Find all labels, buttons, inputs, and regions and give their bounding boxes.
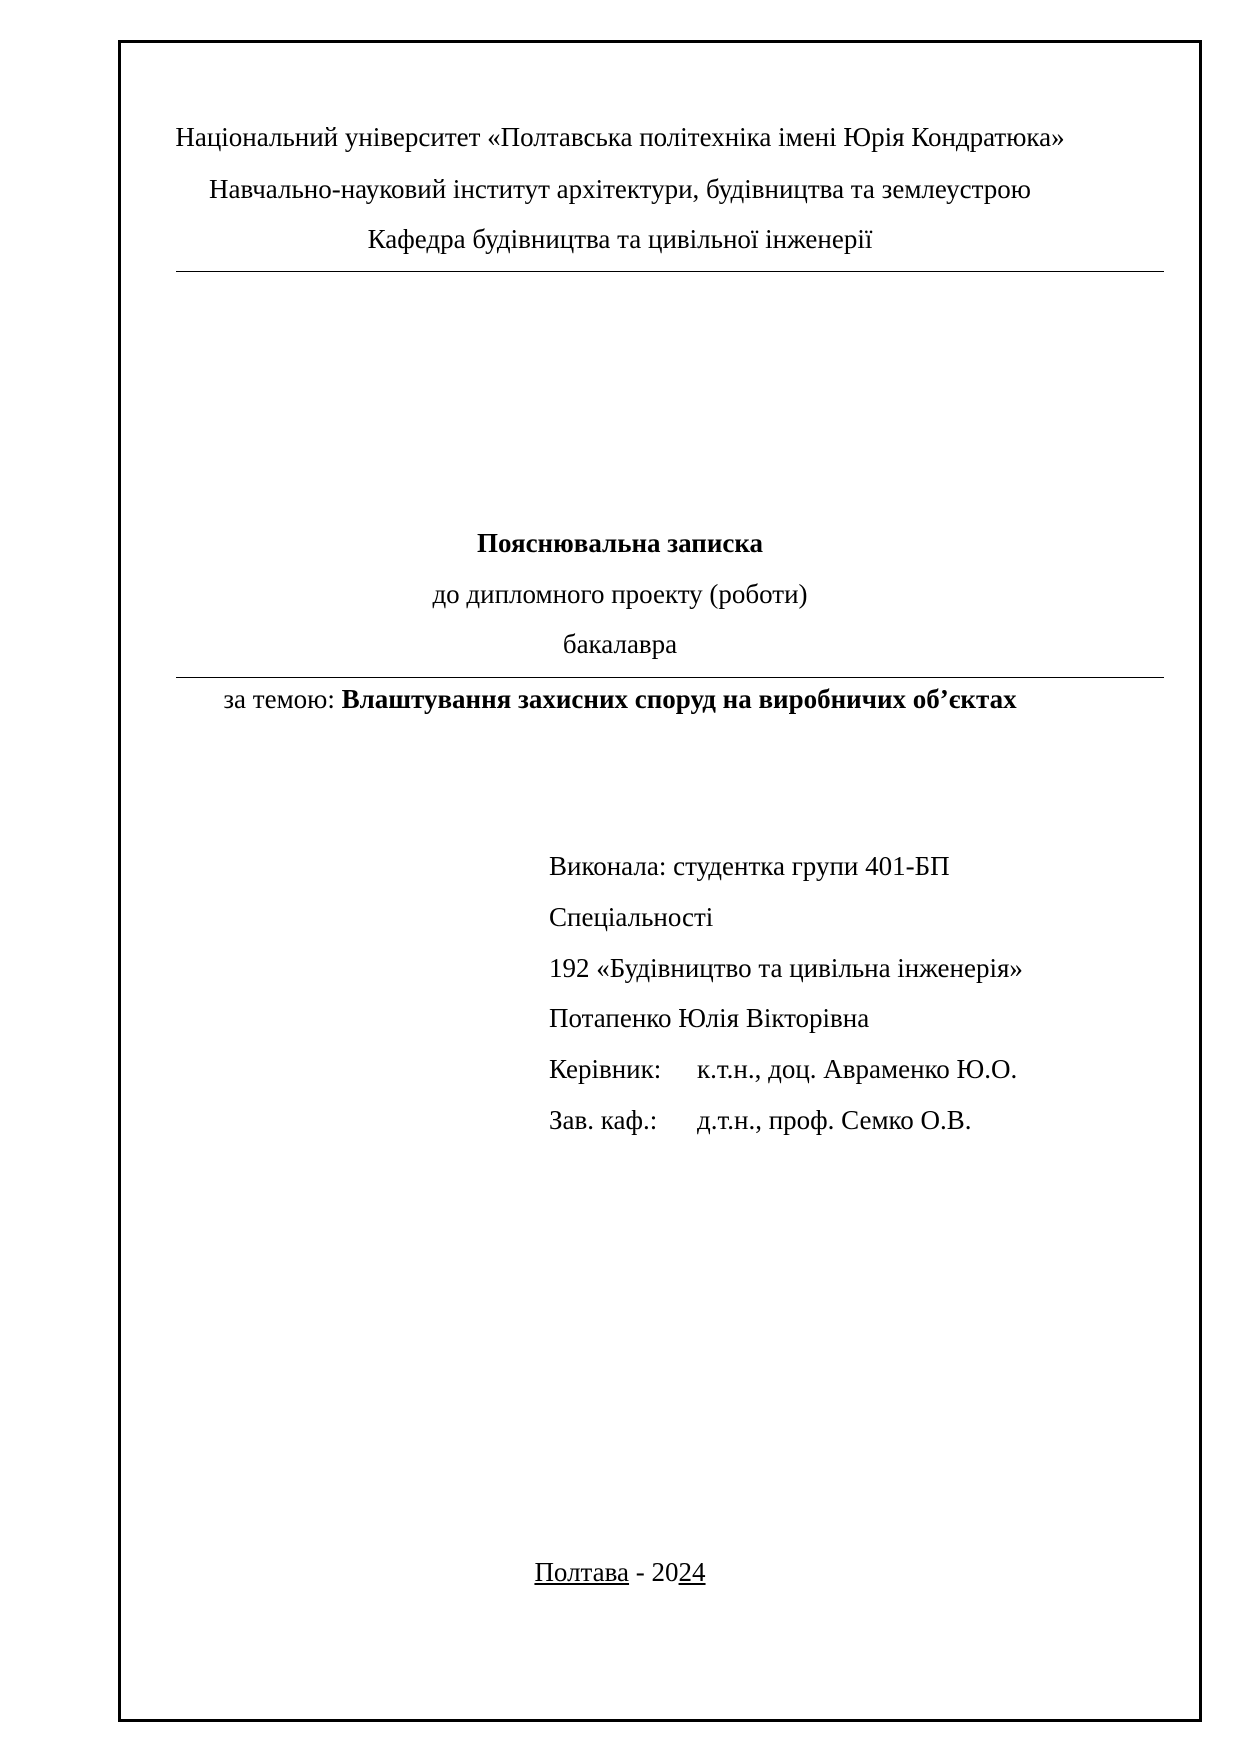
- header-divider: [176, 271, 1164, 272]
- supervisor-name: к.т.н., доц. Авраменко Ю.О.: [697, 1054, 1018, 1084]
- university-name: Національний університет «Полтавська політехніка імені Юрія Кондратюка»: [175, 122, 1065, 152]
- footer-city-year: [0, 1556, 1240, 1588]
- performed-by: Виконала: студентка групи 401-БП: [549, 851, 950, 881]
- supervisor-label: Керівник:: [549, 1054, 662, 1084]
- department-name: Кафедра будівництва та цивільної інженерії: [367, 224, 873, 254]
- topic-text: Влаштування захисних споруд на виробничих об’єктах: [341, 684, 1017, 714]
- degree-label: бакалавра: [562, 629, 678, 659]
- footer-separator: -: [629, 1557, 652, 1587]
- head-label: Зав. каф.:: [549, 1105, 658, 1135]
- footer-city: Полтава: [534, 1557, 630, 1587]
- specialty-value: 192 «Будівництво та цивільна інженерія»: [549, 953, 1023, 983]
- head-line: [549, 1104, 972, 1136]
- specialty-label: Спеціальності: [549, 902, 714, 932]
- document-subtitle: до дипломного проекту (роботи): [432, 579, 808, 609]
- document-title: Пояснювальна записка: [476, 528, 764, 558]
- institute-name: Навчально-науковий інститут архітектури, будівництва та землеустрою: [209, 174, 1031, 204]
- footer-year-suffix: 24: [678, 1557, 706, 1587]
- topic-line: [0, 683, 1240, 715]
- student-name: Потапенко Юлія Вікторівна: [549, 1003, 870, 1033]
- head-name: д.т.н., проф. Семко О.В.: [697, 1105, 972, 1135]
- title-divider: [176, 677, 1164, 678]
- footer-year-prefix: 20: [651, 1557, 679, 1587]
- supervisor-line: [549, 1053, 1017, 1085]
- topic-prefix: за темою:: [223, 684, 342, 714]
